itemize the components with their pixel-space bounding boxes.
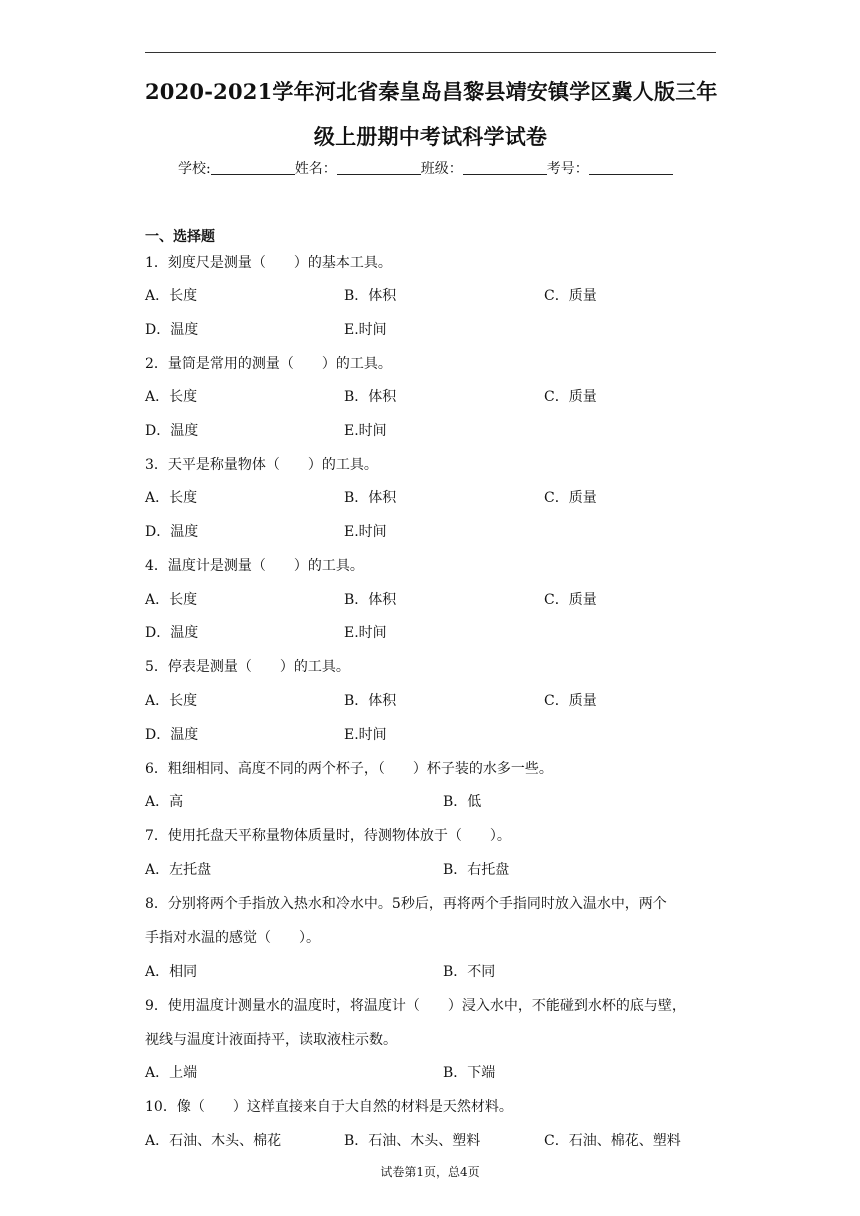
school-blank[interactable] — [211, 161, 295, 175]
q10-option-c[interactable]: C．石油、棉花、塑料 — [544, 1133, 681, 1149]
question-7-stem: 7．使用托盘天平称量物体质量时，待测物体放于（ ）。 — [145, 828, 511, 844]
question-1-stem: 1．刻度尺是测量（ ）的基本工具。 — [145, 255, 392, 271]
q3-option-e[interactable]: E.时间 — [344, 524, 387, 540]
question-9-stem-line-1: 9．使用温度计测量水的温度时，将温度计（ ）浸入水中，不能碰到水杯的底与壁， — [145, 998, 686, 1014]
q8-option-a[interactable]: A．相同 — [145, 964, 198, 980]
page-footer: 试卷第1页，总4页 — [380, 1165, 480, 1179]
section-heading-choice: 一、选择题 — [145, 229, 215, 245]
question-3-stem: 3．天平是称量物体（ ）的工具。 — [145, 457, 378, 473]
q2-option-a[interactable]: A．长度 — [145, 389, 198, 405]
exam-no-blank[interactable] — [589, 161, 673, 175]
q10-option-a[interactable]: A．石油、木头、棉花 — [145, 1133, 282, 1149]
q5-option-e[interactable]: E.时间 — [344, 727, 387, 743]
question-8-stem-line-2: 手指对水温的感觉（ ）。 — [145, 930, 320, 946]
q5-option-c[interactable]: C．质量 — [544, 693, 597, 709]
class-blank[interactable] — [463, 161, 547, 175]
question-8-stem-line-1: 8．分别将两个手指放入热水和冷水中。5秒后，再将两个手指同时放入温水中，两个 — [145, 896, 667, 912]
q5-option-b[interactable]: B．体积 — [344, 693, 397, 709]
header-rule — [145, 52, 716, 53]
question-10-stem: 10．像（ ）这样直接来自于大自然的材料是天然材料。 — [145, 1099, 513, 1115]
q7-option-b[interactable]: B．右托盘 — [443, 862, 510, 878]
q4-option-a[interactable]: A．长度 — [145, 592, 198, 608]
q6-option-a[interactable]: A．高 — [145, 794, 184, 810]
q3-option-d[interactable]: D．温度 — [145, 524, 199, 540]
q8-option-b[interactable]: B．不同 — [443, 964, 496, 980]
q4-option-e[interactable]: E.时间 — [344, 625, 387, 641]
q7-option-a[interactable]: A．左托盘 — [145, 862, 212, 878]
title-line-2: 级上册期中考试科学试卷 — [313, 124, 548, 149]
q9-option-a[interactable]: A．上端 — [145, 1065, 198, 1081]
q5-option-d[interactable]: D．温度 — [145, 727, 199, 743]
exam-no-label: 考号： — [546, 161, 589, 177]
title-line-1: 2020-2021学年河北省秦皇岛昌黎县靖安镇学区冀人版三年 — [145, 79, 718, 104]
q4-option-b[interactable]: B．体积 — [344, 592, 397, 608]
q1-option-e[interactable]: E.时间 — [344, 322, 387, 338]
q1-option-c[interactable]: C．质量 — [544, 288, 597, 304]
q2-option-c[interactable]: C．质量 — [544, 389, 597, 405]
q3-option-c[interactable]: C．质量 — [544, 490, 597, 506]
q1-option-b[interactable]: B．体积 — [344, 288, 397, 304]
question-6-stem: 6．粗细相同、高度不同的两个杯子，（ ）杯子装的水多一些。 — [145, 761, 553, 777]
name-label: 姓名： — [294, 161, 337, 177]
student-info-row — [178, 158, 673, 178]
q4-option-d[interactable]: D．温度 — [145, 625, 199, 641]
question-9-stem-line-2: 视线与温度计液面持平，读取液柱示数。 — [145, 1032, 397, 1048]
name-blank[interactable] — [337, 161, 421, 175]
q10-option-b[interactable]: B．石油、木头、塑料 — [344, 1133, 481, 1149]
class-label: 班级： — [420, 161, 463, 177]
q2-option-d[interactable]: D．温度 — [145, 423, 199, 439]
q2-option-b[interactable]: B．体积 — [344, 389, 397, 405]
q4-option-c[interactable]: C．质量 — [544, 592, 597, 608]
q1-option-d[interactable]: D．温度 — [145, 322, 199, 338]
question-5-stem: 5．停表是测量（ ）的工具。 — [145, 659, 350, 675]
q6-option-b[interactable]: B．低 — [443, 794, 482, 810]
question-4-stem: 4．温度计是测量（ ）的工具。 — [145, 558, 364, 574]
q3-option-a[interactable]: A．长度 — [145, 490, 198, 506]
q3-option-b[interactable]: B．体积 — [344, 490, 397, 506]
q9-option-b[interactable]: B．下端 — [443, 1065, 496, 1081]
question-2-stem: 2．量筒是常用的测量（ ）的工具。 — [145, 356, 392, 372]
q1-option-a[interactable]: A．长度 — [145, 288, 198, 304]
school-label: 学校: — [178, 161, 211, 177]
q5-option-a[interactable]: A．长度 — [145, 693, 198, 709]
q2-option-e[interactable]: E.时间 — [344, 423, 387, 439]
